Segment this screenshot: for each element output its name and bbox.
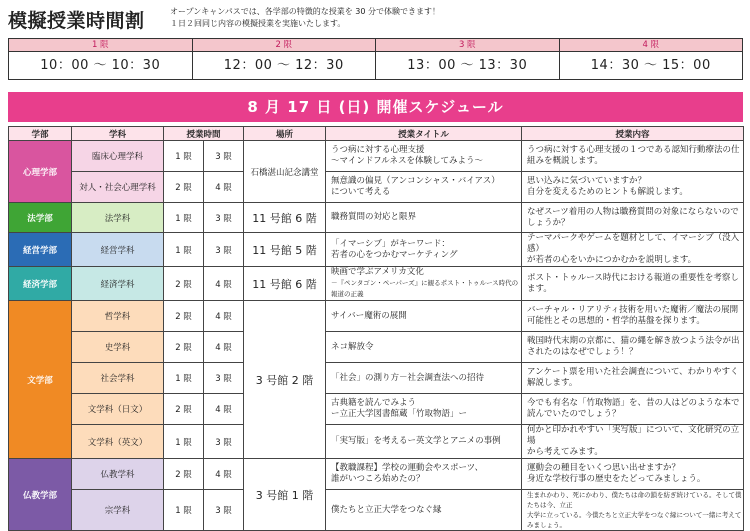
- class-content: アンケート票を用いた社会調査について、わかりやすく 解説します。: [522, 363, 744, 394]
- department-cell: 文学科（日文）: [72, 394, 164, 425]
- department-cell: 経済学科: [72, 267, 164, 301]
- table-row: [9, 459, 744, 490]
- first-session: 1 限: [164, 233, 204, 267]
- table-row: [9, 203, 744, 233]
- period-label: 3 限: [376, 39, 559, 52]
- class-content: 今でも有名な「竹取物語」を、昔の人はどのような本で 読んでいたのでしょう？: [522, 394, 744, 425]
- intro-text: [170, 6, 440, 30]
- first-session: 1 限: [164, 490, 204, 531]
- class-content: 思い込みに気づいていますか？ 自分を変えるためのヒントも解説します。: [522, 172, 744, 203]
- header-class-title: 授業タイトル: [326, 127, 522, 141]
- period-1: [9, 39, 192, 79]
- class-title: 【教職課程】学校の運動会やスポーツ、 誰がいつころ始めたの？: [326, 459, 522, 490]
- period-label: 4 限: [560, 39, 743, 52]
- place-cell: 11 号館 5 階: [244, 233, 326, 267]
- class-content: うつ病に対する心理支援の１つである認知行動療法の仕 組みを概説します。: [522, 141, 744, 172]
- class-title: ネコ解放令: [326, 332, 522, 363]
- class-content: なぜスーツ着用の人物は職務質問の対象にならないので しょうか？: [522, 203, 744, 233]
- table-row: [9, 332, 744, 363]
- class-title: 「社会」の測り方－社会調査法への招待: [326, 363, 522, 394]
- table-header-row: [9, 127, 744, 141]
- place-cell: 11 号館 6 階: [244, 267, 326, 301]
- department-cell: 哲学科: [72, 301, 164, 332]
- class-title: 「イマーシブ」がキーワード： 若者の心をつかむマーケティング: [326, 233, 522, 267]
- department-cell: 文学科（英文）: [72, 425, 164, 459]
- second-session: 3 限: [204, 203, 244, 233]
- table-row: [9, 141, 744, 172]
- first-session: 2 限: [164, 172, 204, 203]
- table-row: [9, 267, 744, 301]
- period-4: [559, 39, 743, 79]
- second-session: 4 限: [204, 267, 244, 301]
- table-row: [9, 301, 744, 332]
- table-row: [9, 394, 744, 425]
- intro-line-1: オープンキャンパスでは、各学部の特徴的な授業を 30 分で体験できます！: [170, 7, 440, 16]
- class-title: 映画で学ぶアメリカ文化 －『ペンタゴン・ペーパーズ』に観るポスト・トゥルース時代の報道の正義: [326, 267, 522, 301]
- period-label: 2 限: [193, 39, 376, 52]
- second-session: 3 限: [204, 233, 244, 267]
- class-content: 生まれかわり、死にかわり、僕たちは命の鎖を紡ぎ続けている。そして僕たちは今、立正 大学に立っている。今僕たちと立正大学をつなぐ縁について一緒に考えてみましょう。: [522, 490, 744, 531]
- second-session: 4 限: [204, 459, 244, 490]
- header-class-content: 授業内容: [522, 127, 744, 141]
- place-cell: 3 号館 1 階: [244, 459, 326, 531]
- class-title: 僕たちと立正大学をつなぐ縁: [326, 490, 522, 531]
- second-session: 4 限: [204, 301, 244, 332]
- period-2: [192, 39, 376, 79]
- class-title: 古典籍を読んでみよう ー立正大学図書館蔵「竹取物語」ー: [326, 394, 522, 425]
- department-cell: 社会学科: [72, 363, 164, 394]
- first-session: 2 限: [164, 267, 204, 301]
- first-session: 2 限: [164, 459, 204, 490]
- first-session: 1 限: [164, 141, 204, 172]
- first-session: 1 限: [164, 363, 204, 394]
- place-cell: 3 号館 2 階: [244, 301, 326, 459]
- second-session: 3 限: [204, 425, 244, 459]
- place-cell: 石橋湛山記念講堂: [244, 141, 326, 203]
- faculty-literature: 文学部: [9, 301, 72, 459]
- department-cell: 仏教学科: [72, 459, 164, 490]
- second-session: 3 限: [204, 363, 244, 394]
- table-row: [9, 425, 744, 459]
- faculty-psychology: 心理学部: [9, 141, 72, 203]
- place-cell: 11 号館 6 階: [244, 203, 326, 233]
- page-header: [8, 4, 748, 34]
- class-content: バーチャル・リアリティ技術を用いた魔術／魔法の展開 可能性とその思想的・哲学的基盤を探ります。: [522, 301, 744, 332]
- first-session: 1 限: [164, 203, 204, 233]
- table-row: [9, 172, 744, 203]
- second-session: 3 限: [204, 141, 244, 172]
- schedule-table: [8, 126, 744, 531]
- class-title: うつ病に対する心理支援 ～マインドフルネスを体験してみよう～: [326, 141, 522, 172]
- second-session: 3 限: [204, 490, 244, 531]
- header-place: 場所: [244, 127, 326, 141]
- header-faculty: 学部: [9, 127, 72, 141]
- first-session: 2 限: [164, 301, 204, 332]
- intro-line-2: １日２回同じ内容の模擬授業を実施いたします。: [170, 19, 346, 28]
- period-time: 13：00 ～ 13：30: [407, 58, 528, 73]
- department-cell: 対人・社会心理学科: [72, 172, 164, 203]
- table-row: [9, 363, 744, 394]
- period-time: 12：00 ～ 12：30: [223, 58, 344, 73]
- header-department: 学科: [72, 127, 164, 141]
- period-times-table: [8, 38, 743, 80]
- first-session: 2 限: [164, 394, 204, 425]
- table-row: [9, 490, 744, 531]
- second-session: 4 限: [204, 394, 244, 425]
- faculty-buddhism: 仏教学部: [9, 459, 72, 531]
- class-content: テーマパークやゲームを題材として、イマーシブ（没入感） が若者の心をいかにつかむかを説明します。: [522, 233, 744, 267]
- faculty-law: 法学部: [9, 203, 72, 233]
- department-cell: 史学科: [72, 332, 164, 363]
- period-time: 14：30 ～ 15：00: [590, 58, 711, 73]
- class-title: 「実写版」を考えるー英文学とアニメの事例: [326, 425, 522, 459]
- faculty-economics: 経済学部: [9, 267, 72, 301]
- second-session: 4 限: [204, 172, 244, 203]
- department-cell: 法学科: [72, 203, 164, 233]
- department-cell: 宗学科: [72, 490, 164, 531]
- class-content: 運動会の種目をいくつ思い出せますか？ 身近な学校行事の歴史をたどってみましょう。: [522, 459, 744, 490]
- class-content: 何かと印かれやすい「実写版」について、文化研究の立場 から考えてみます。: [522, 425, 744, 459]
- period-time: 10：00 ～ 10：30: [40, 58, 161, 73]
- class-title: サイバー魔術の展開: [326, 301, 522, 332]
- class-content: ポスト・トゥルース時代における報道の重要性を考察し ます。: [522, 267, 744, 301]
- class-content: 戦国時代末期の京都に、猫の繩を解き放つよう法令が出 されたのはなぜでしょう！？: [522, 332, 744, 363]
- first-session: 1 限: [164, 425, 204, 459]
- table-row: [9, 233, 744, 267]
- first-session: 2 限: [164, 332, 204, 363]
- schedule-banner: 8 月 17 日 (日) 開催スケジュール: [8, 92, 743, 122]
- class-title: 職務質問の対応と限界: [326, 203, 522, 233]
- faculty-management: 経営学部: [9, 233, 72, 267]
- department-cell: 臨床心理学科: [72, 141, 164, 172]
- period-label: 1 限: [9, 39, 192, 52]
- department-cell: 経営学科: [72, 233, 164, 267]
- period-3: [375, 39, 559, 79]
- page-title: 模擬授業時間割: [8, 10, 145, 32]
- header-class-time: 授業時間: [164, 127, 244, 141]
- second-session: 4 限: [204, 332, 244, 363]
- class-title: 無意識の偏見（アンコンシャス・バイアス） について考える: [326, 172, 522, 203]
